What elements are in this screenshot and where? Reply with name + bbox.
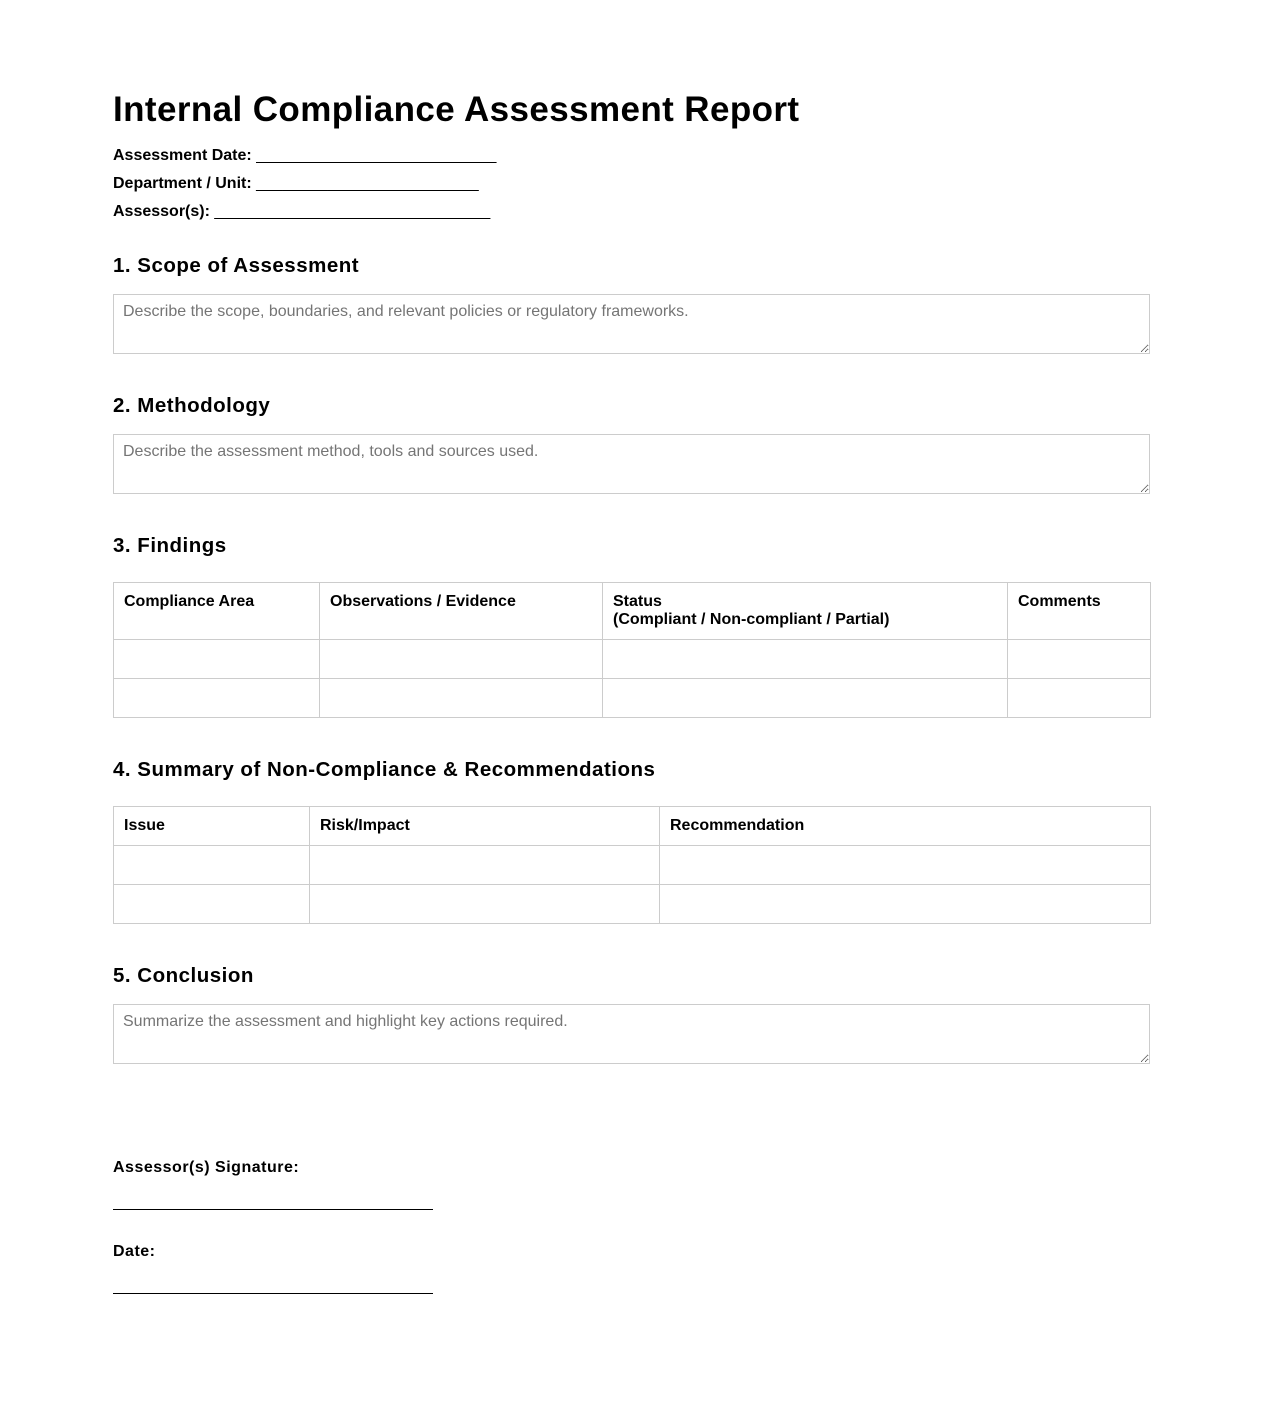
summary-cell-recommendation[interactable] xyxy=(660,846,1151,885)
summary-cell-recommendation[interactable] xyxy=(660,885,1151,924)
date-label: Date: xyxy=(113,1243,156,1260)
findings-cell-status[interactable] xyxy=(603,679,1008,718)
findings-col-comments: Comments xyxy=(1008,583,1151,640)
methodology-textarea[interactable] xyxy=(113,434,1150,494)
findings-col-status xyxy=(603,583,1008,640)
assessment-date-blank[interactable]: ___________________________ xyxy=(256,147,497,164)
department-unit-line xyxy=(113,175,479,193)
summary-cell-risk-impact[interactable] xyxy=(310,885,660,924)
scope-textarea[interactable] xyxy=(113,294,1150,354)
section-heading-summary: 4. Summary of Non-Compliance & Recommendations xyxy=(113,758,656,781)
findings-col-compliance-area: Compliance Area xyxy=(114,583,320,640)
department-unit-label: Department / Unit: xyxy=(113,175,252,192)
table-row xyxy=(114,846,1151,885)
findings-cell-compliance-area[interactable] xyxy=(114,679,320,718)
section-heading-methodology: 2. Methodology xyxy=(113,394,271,417)
section-heading-findings: 3. Findings xyxy=(113,534,227,557)
summary-cell-risk-impact[interactable] xyxy=(310,846,660,885)
findings-cell-compliance-area[interactable] xyxy=(114,640,320,679)
table-row xyxy=(114,885,1151,924)
findings-cell-observations[interactable] xyxy=(320,640,603,679)
summary-col-issue: Issue xyxy=(114,807,310,846)
findings-cell-observations[interactable] xyxy=(320,679,603,718)
assessment-date-label: Assessment Date: xyxy=(113,147,252,164)
summary-table xyxy=(113,806,1151,924)
table-row xyxy=(114,640,1151,679)
findings-col-status-subtitle: (Compliant / Non-compliant / Partial) xyxy=(613,611,890,628)
assessors-label: Assessor(s): xyxy=(113,203,210,220)
findings-header-row xyxy=(114,583,1151,640)
summary-cell-issue[interactable] xyxy=(114,846,310,885)
assessment-date-line xyxy=(113,147,496,165)
findings-table xyxy=(113,582,1151,718)
findings-cell-status[interactable] xyxy=(603,640,1008,679)
summary-cell-issue[interactable] xyxy=(114,885,310,924)
summary-header-row xyxy=(114,807,1151,846)
findings-col-status-title: Status xyxy=(613,593,662,610)
findings-cell-comments[interactable] xyxy=(1008,640,1151,679)
conclusion-textarea[interactable] xyxy=(113,1004,1150,1064)
findings-cell-comments[interactable] xyxy=(1008,679,1151,718)
summary-col-risk-impact: Risk/Impact xyxy=(310,807,660,846)
table-row xyxy=(114,679,1151,718)
date-line[interactable] xyxy=(113,1293,433,1294)
section-heading-conclusion: 5. Conclusion xyxy=(113,964,254,987)
signature-label: Assessor(s) Signature: xyxy=(113,1159,300,1176)
signature-line[interactable] xyxy=(113,1209,433,1210)
department-unit-blank[interactable]: _________________________ xyxy=(256,175,479,192)
summary-col-recommendation: Recommendation xyxy=(660,807,1151,846)
page-title: Internal Compliance Assessment Report xyxy=(113,90,800,129)
assessors-line xyxy=(113,203,490,221)
section-heading-scope: 1. Scope of Assessment xyxy=(113,254,360,277)
findings-col-observations: Observations / Evidence xyxy=(320,583,603,640)
assessors-blank[interactable]: _______________________________ xyxy=(214,203,491,220)
